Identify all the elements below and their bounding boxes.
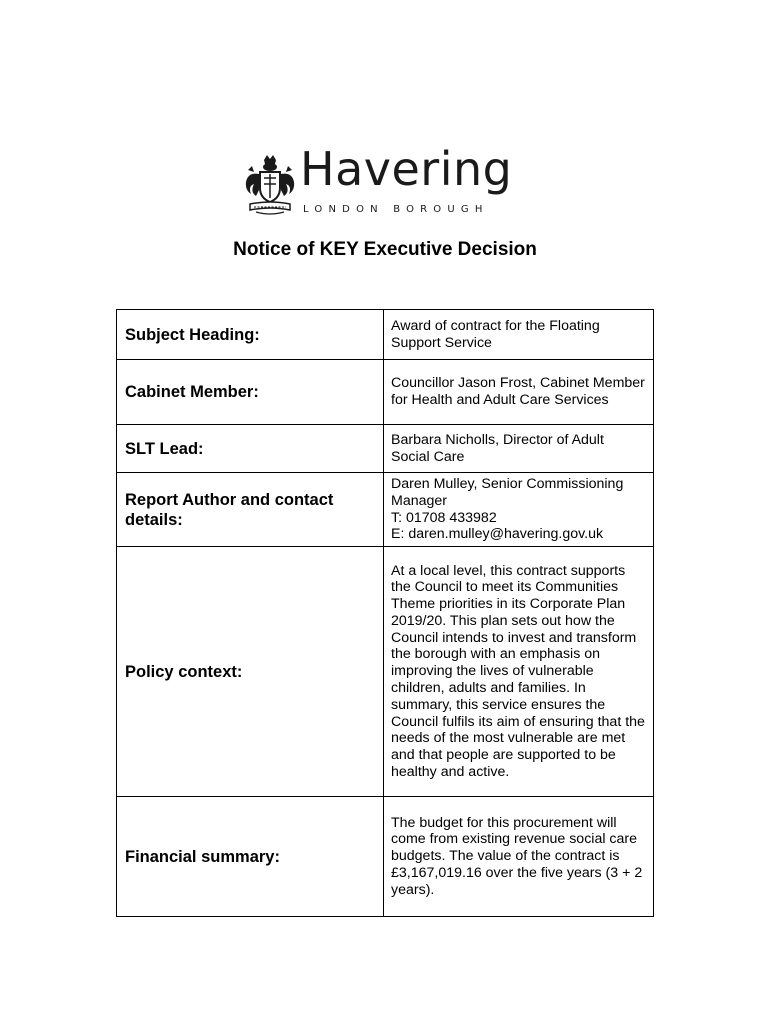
- author-email: E: daren.mulley@havering.gov.uk: [391, 526, 604, 543]
- author-phone: T: 01708 433982: [391, 509, 497, 526]
- table-row: [117, 310, 654, 360]
- author-name: Daren Mulley, Senior Commissioning Manager: [391, 476, 624, 509]
- row-value: Barbara Nicholls, Director of Adult Social Care: [384, 425, 654, 473]
- row-label: Financial summary:: [117, 797, 384, 917]
- table-row: [117, 360, 654, 425]
- table-row: [117, 473, 654, 547]
- document-title: Notice of KEY Executive Decision: [233, 239, 537, 260]
- table-row: [117, 547, 654, 797]
- row-label: Report Author and contact details:: [117, 473, 384, 547]
- row-label: SLT Lead:: [117, 425, 384, 473]
- row-label: Cabinet Member:: [117, 360, 384, 425]
- row-value: Councillor Jason Frost, Cabinet Member for Health and Adult Care Services: [384, 360, 654, 425]
- decision-details-table: [116, 309, 654, 917]
- row-value: At a local level, this contract supports the Council to meet its Communities Theme priorities in its Corporate Plan 2019/20. This plan sets out how the Council intends to invest and transform the borough with an emphasis on improving the lives of vulnerable children, adults and families. In summary, this service ensures the Council fulfils its aim of ensuring that the needs of the most vulnerable are met and that people are supported to be healthy and active.: [384, 547, 654, 797]
- brand-name: Havering: [300, 142, 513, 196]
- table-row: [117, 797, 654, 917]
- row-value: Award of contract for the Floating Support Service: [384, 310, 654, 360]
- coat-of-arms-icon: [242, 154, 298, 218]
- table-row: [117, 425, 654, 473]
- row-value: [384, 473, 654, 547]
- havering-logo: [240, 142, 530, 222]
- brand-subtitle: LONDON BOROUGH: [303, 204, 489, 215]
- row-label: Subject Heading:: [117, 310, 384, 360]
- row-label: Policy context:: [117, 547, 384, 797]
- row-value: The budget for this procurement will come from existing revenue social care budgets. The value of the contract is £3,167,019.16 over the five years (3 + 2 years).: [384, 797, 654, 917]
